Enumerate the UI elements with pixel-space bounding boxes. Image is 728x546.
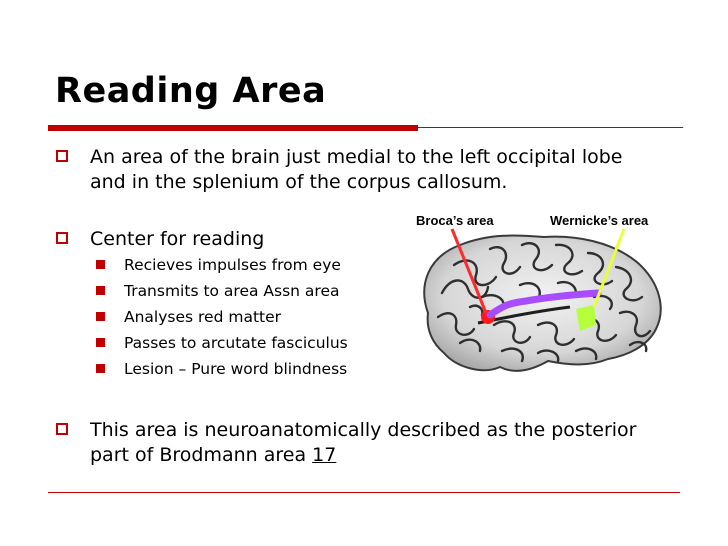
sub-item-5: Lesion – Pure word blindness — [124, 360, 348, 378]
title-underline-thin — [418, 127, 683, 128]
sub-item-4: Passes to arcutate fasciculus — [124, 334, 348, 352]
bullet-box-icon — [56, 232, 68, 244]
broca-area-label: Broca’s area — [416, 213, 494, 228]
bullet-box-icon — [56, 423, 68, 435]
bullet-3-line-2 — [90, 443, 336, 467]
sub-item-1: Recieves impulses from eye — [124, 256, 341, 274]
title-underline — [48, 125, 418, 131]
slide-title: Reading Area — [55, 71, 327, 111]
wernicke-area-label: Wernicke’s area — [550, 213, 649, 228]
bullet-1-line-1: An area of the brain just medial to the left occipital lobe — [90, 146, 623, 168]
brodmann-area-link[interactable]: 17 — [312, 444, 337, 466]
sub-item-2: Transmits to area Assn area — [124, 282, 340, 300]
brain-figure — [398, 205, 680, 385]
sub-bullet-icon — [96, 286, 105, 295]
bullet-3-line-2-prefix: part of Brodmann area — [90, 444, 313, 466]
sub-item-3: Analyses red matter — [124, 308, 282, 326]
brain-illustration — [398, 205, 680, 385]
bullet-3-line-1: This area is neuroanatomically described as the posterior — [90, 419, 637, 441]
sub-bullet-icon — [96, 260, 105, 269]
bullet-2-line-1: Center for reading — [90, 228, 265, 250]
sub-bullet-icon — [96, 338, 105, 347]
bullet-1-line-2: and in the splenium of the corpus callosum. — [90, 171, 508, 193]
sub-bullet-icon — [96, 312, 105, 321]
bullet-box-icon — [56, 150, 68, 162]
bottom-rule — [48, 492, 680, 493]
sub-bullet-icon — [96, 364, 105, 373]
